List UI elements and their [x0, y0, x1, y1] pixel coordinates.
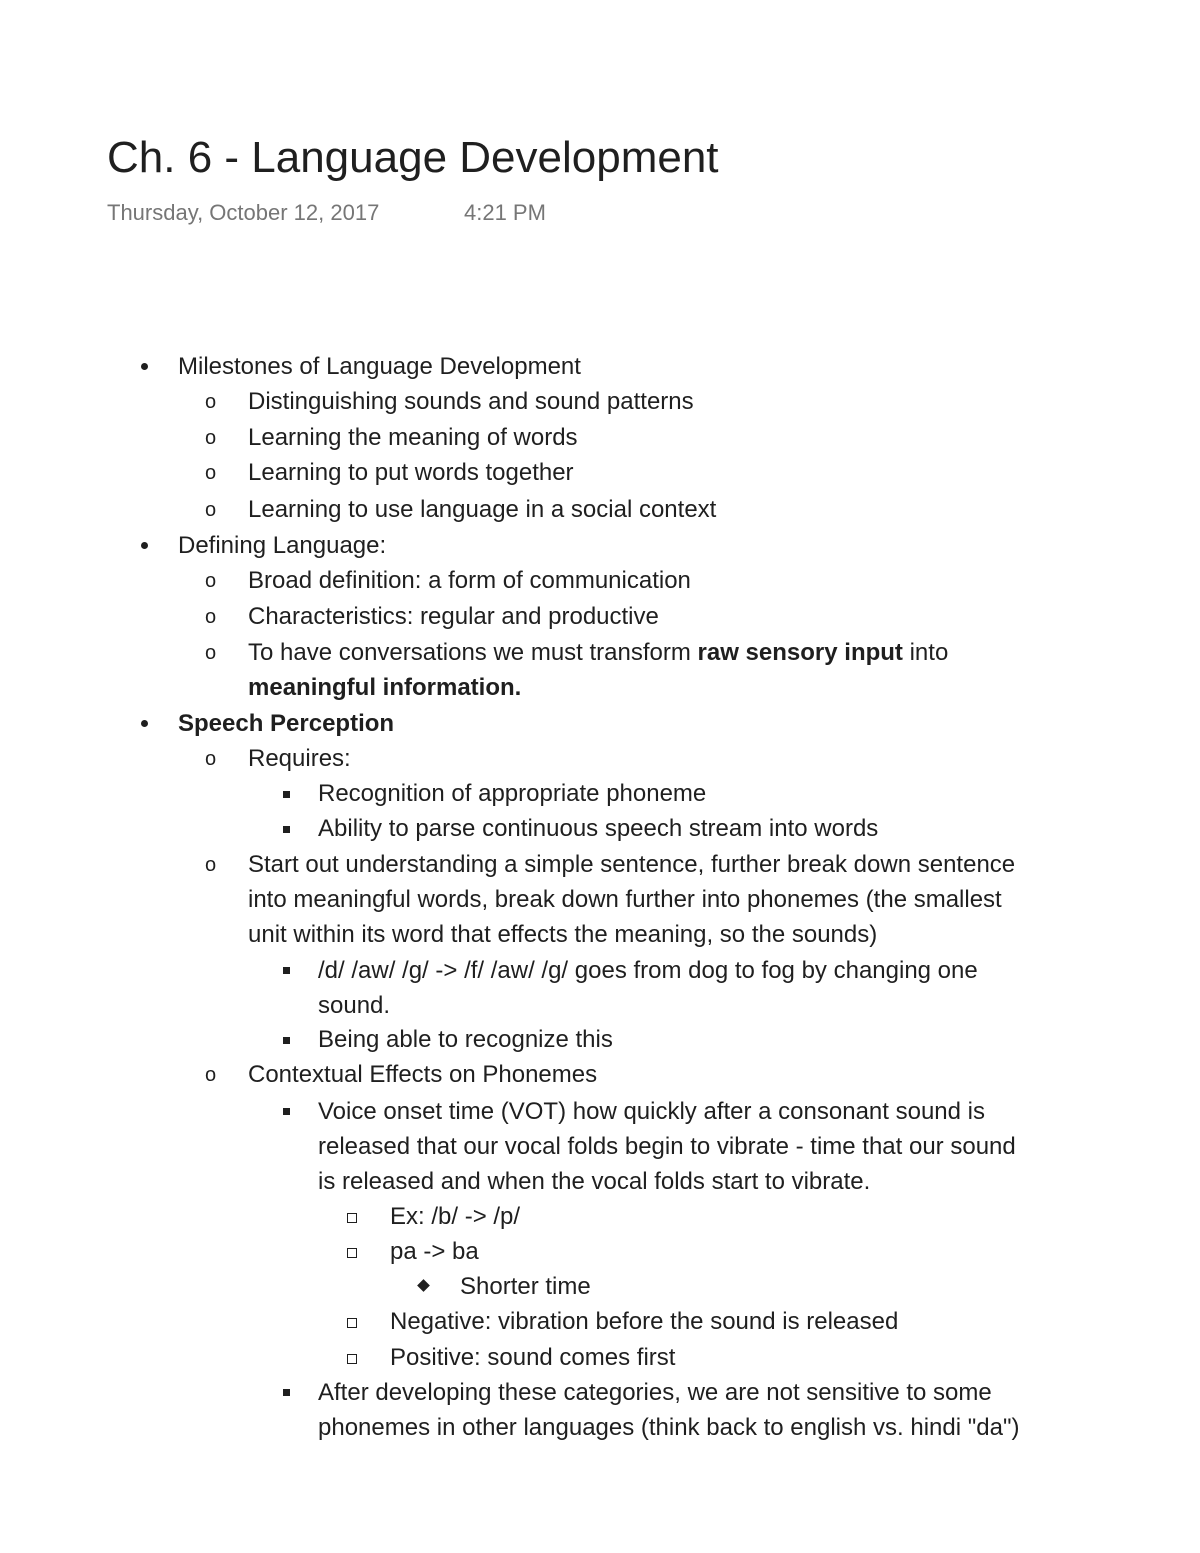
- bullet-circle-icon: o: [205, 606, 217, 628]
- list-item: [248, 635, 948, 670]
- list-item: Characteristics: regular and productive: [248, 603, 659, 630]
- bullet-square-icon: [283, 791, 290, 798]
- list-item: Broad definition: a form of communication: [248, 567, 691, 594]
- conversation-bold: meaningful information.: [248, 674, 522, 701]
- bullet-square-icon: [283, 1108, 290, 1115]
- list-item: Start out understanding a simple sentence, further break down sentence: [248, 851, 1016, 878]
- checkbox-bullet-icon: [347, 1213, 357, 1223]
- list-item: Learning the meaning of words: [248, 424, 578, 451]
- speech-heading: [178, 706, 394, 741]
- list-item: Voice onset time (VOT) how quickly after a consonant sound is: [318, 1098, 985, 1125]
- bullet-square-icon: [283, 967, 290, 974]
- checkbox-bullet-icon: [347, 1318, 357, 1328]
- bullet-circle-icon: o: [205, 427, 217, 449]
- page-title: Ch. 6 - Language Development: [107, 133, 719, 182]
- list-item-continuation: is released and when the vocal folds start to vibrate.: [318, 1168, 871, 1195]
- bullet-dot-icon: [141, 363, 148, 370]
- bullet-dot-icon: [141, 720, 148, 727]
- bullet-square-icon: [283, 1037, 290, 1044]
- list-item-continuation: unit within its word that effects the meaning, so the sounds): [248, 921, 878, 948]
- bullet-circle-icon: o: [205, 462, 217, 484]
- list-item: Distinguishing sounds and sound patterns: [248, 388, 694, 415]
- bullet-circle-icon: o: [205, 499, 217, 521]
- page-date: Thursday, October 12, 2017: [107, 200, 380, 225]
- list-item: Ability to parse continuous speech stream into words: [318, 815, 879, 842]
- list-item: Positive: sound comes first: [390, 1344, 676, 1371]
- bullet-circle-icon: o: [205, 642, 217, 664]
- diamond-bullet-icon: [417, 1279, 430, 1292]
- bullet-square-icon: [283, 1389, 290, 1396]
- conversation-bold: raw sensory input: [697, 639, 903, 666]
- page-time: 4:21 PM: [464, 200, 546, 225]
- milestones-heading: Milestones of Language Development: [178, 353, 581, 380]
- list-item-continuation: [248, 670, 521, 705]
- list-item: pa -> ba: [390, 1238, 479, 1265]
- bullet-square-icon: [283, 826, 290, 833]
- list-item: Ex: /b/ -> /p/: [390, 1203, 521, 1230]
- checkbox-bullet-icon: [347, 1248, 357, 1258]
- list-item: Learning to put words together: [248, 459, 574, 486]
- defining-heading: Defining Language:: [178, 532, 387, 559]
- list-item: Contextual Effects on Phonemes: [248, 1061, 598, 1088]
- list-item: Negative: vibration before the sound is released: [390, 1308, 899, 1335]
- conversation-text: into: [902, 639, 949, 666]
- speech-heading-text: Speech Perception: [178, 710, 395, 737]
- list-item: Learning to use language in a social context: [248, 496, 717, 523]
- bullet-circle-icon: o: [205, 570, 217, 592]
- bullet-circle-icon: o: [205, 854, 217, 876]
- list-item: After developing these categories, we are not sensitive to some: [318, 1379, 992, 1406]
- list-item: Recognition of appropriate phoneme: [318, 780, 707, 807]
- bullet-dot-icon: [141, 542, 148, 549]
- bullet-circle-icon: o: [205, 391, 217, 413]
- list-item: Shorter time: [460, 1273, 591, 1300]
- list-item: Requires:: [248, 745, 351, 772]
- bullet-circle-icon: o: [205, 1064, 217, 1086]
- list-item-continuation: sound.: [318, 992, 391, 1019]
- list-item-continuation: into meaningful words, break down further into phonemes (the smallest: [248, 886, 1002, 913]
- list-item: /d/ /aw/ /g/ -> /f/ /aw/ /g/ goes from dog to fog by changing one: [318, 957, 978, 984]
- checkbox-bullet-icon: [347, 1354, 357, 1364]
- conversation-text: To have conversations we must transform: [248, 639, 698, 666]
- bullet-circle-icon: o: [205, 748, 217, 770]
- list-item: Being able to recognize this: [318, 1026, 613, 1053]
- list-item-continuation: phonemes in other languages (think back to english vs. hindi "da"): [318, 1414, 1020, 1441]
- list-item-continuation: released that our vocal folds begin to vibrate - time that our sound: [318, 1133, 1016, 1160]
